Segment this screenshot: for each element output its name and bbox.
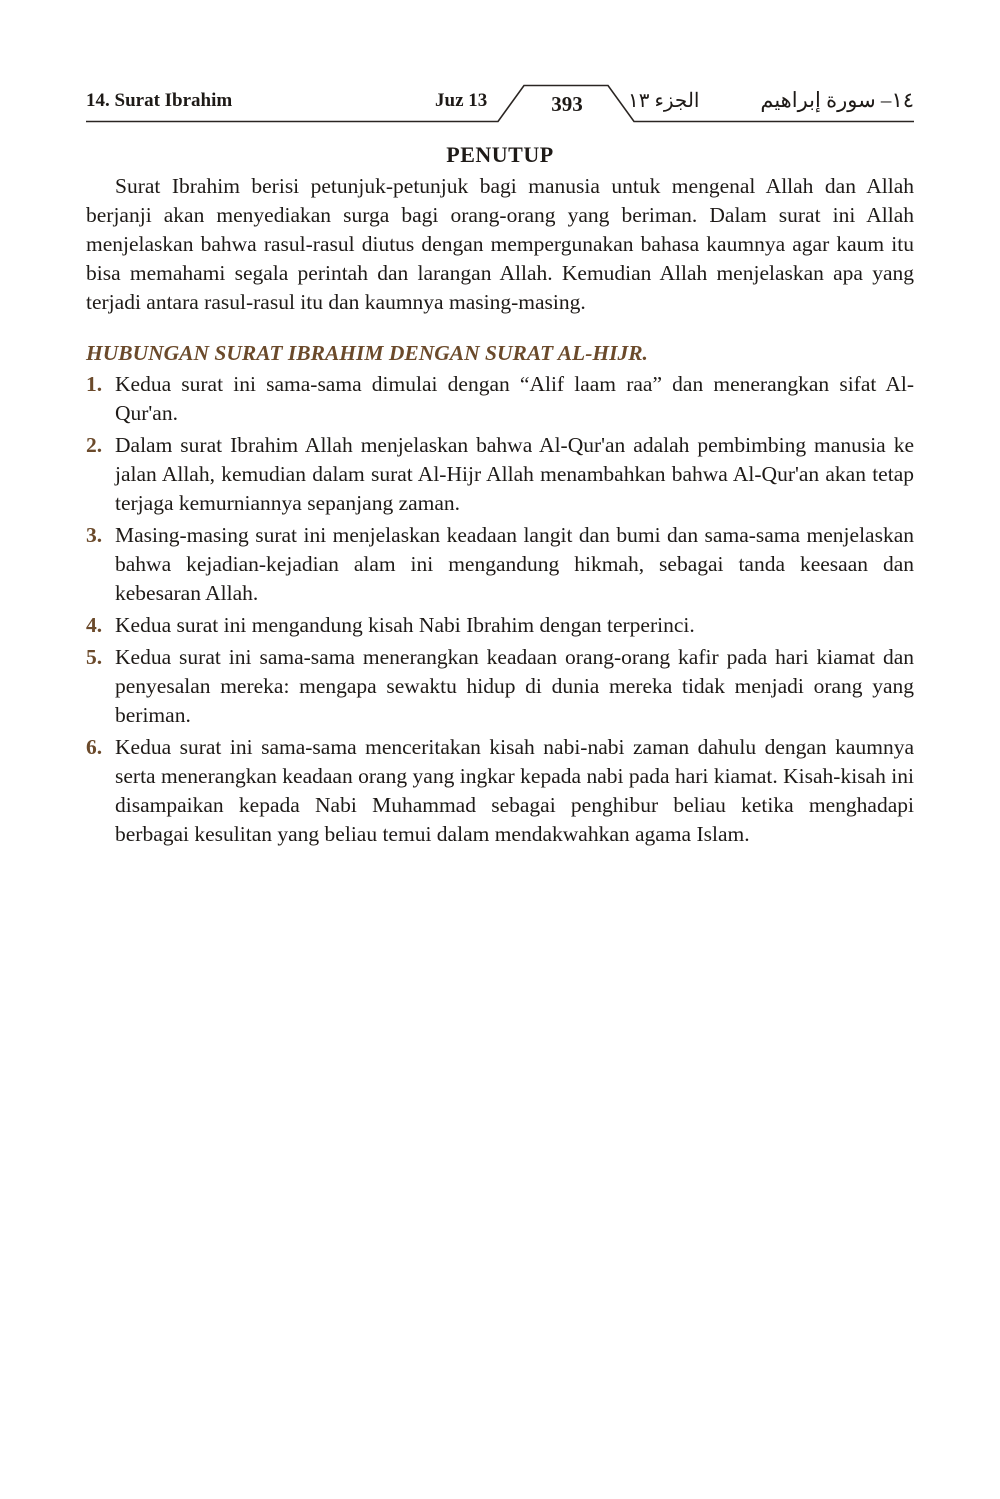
list-item (86, 431, 914, 518)
list-item (86, 643, 914, 730)
relation-list (86, 370, 914, 849)
item-number: 6. (86, 735, 103, 759)
item-text: Kedua surat ini mengandung kisah Nabi Ibrahim dengan terperinci. (115, 613, 695, 637)
section-paragraph: Surat Ibrahim berisi petunjuk-petunjuk bagi manusia untuk mengenal Allah dan Allah berjanji akan menyediakan surga bagi orang-orang yang beriman. Dalam surat ini Allah menjelaskan bahwa rasul-rasul diutus dengan mempergunakan bahasa kaumnya agar kaum itu bisa memahami segala perintah dan larangan Allah. Kemudian Allah menjelaskan apa yang terjadi antara rasul-rasul itu dan kaumnya masing-masing. (86, 174, 914, 314)
surah-label: 14. Surat Ibrahim (86, 90, 233, 111)
relation-heading: HUBUNGAN SURAT IBRAHIM DENGAN SURAT AL-HIJR. (86, 341, 648, 365)
item-text: Kedua surat ini sama-sama menceritakan kisah nabi-nabi zaman dahulu dengan kaumnya serta menerangkan keadaan orang yang ingkar kepada nabi pada hari kiamat. Kisah-kisah ini disampaikan kepada Nabi Muhammad sebagai penghibur beliau ketika menghadapi berbagai kesulitan yang beliau temui dalam mendakwahkan agama Islam. (115, 735, 914, 846)
juz-arabic: الجزء ١٣ (628, 90, 700, 112)
item-number: 2. (86, 433, 103, 457)
item-text: Masing-masing surat ini menjelaskan keadaan langit dan bumi dan sama-sama menjelaskan bahwa kejadian-kejadian alam ini mengandung hikmah, sebagai tanda keesaan dan kebesaran Allah. (115, 523, 914, 605)
item-number: 1. (86, 372, 103, 396)
list-item (86, 733, 914, 849)
list-item (86, 611, 914, 640)
item-text: Kedua surat ini sama-sama dimulai dengan “Alif laam raa” dan menerangkan sifat Al-Qur'an. (115, 372, 914, 425)
item-text: Dalam surat Ibrahim Allah menjelaskan bahwa Al-Qur'an adalah pembimbing manusia ke jalan Allah, kemudian dalam surat Al-Hijr Allah menambahkan bahwa Al-Qur'an akan tetap terjaga kemurniannya sepanjang zaman. (115, 433, 914, 515)
page-content (86, 140, 914, 852)
item-number: 3. (86, 523, 103, 547)
surah-arabic: ١٤– سورة إبراهيم (760, 88, 914, 112)
list-item (86, 521, 914, 608)
page-number: 393 (551, 92, 583, 116)
item-number: 5. (86, 645, 103, 669)
item-number: 4. (86, 613, 103, 637)
list-item (86, 370, 914, 428)
page-header (86, 82, 914, 126)
item-text: Kedua surat ini sama-sama menerangkan keadaan orang-orang kafir pada hari kiamat dan penyesalan mereka: mengapa sewaktu hidup di dunia mereka tidak menjadi orang yang beriman. (115, 645, 914, 727)
juz-label: Juz 13 (435, 90, 488, 111)
section-title: PENUTUP (446, 142, 554, 167)
